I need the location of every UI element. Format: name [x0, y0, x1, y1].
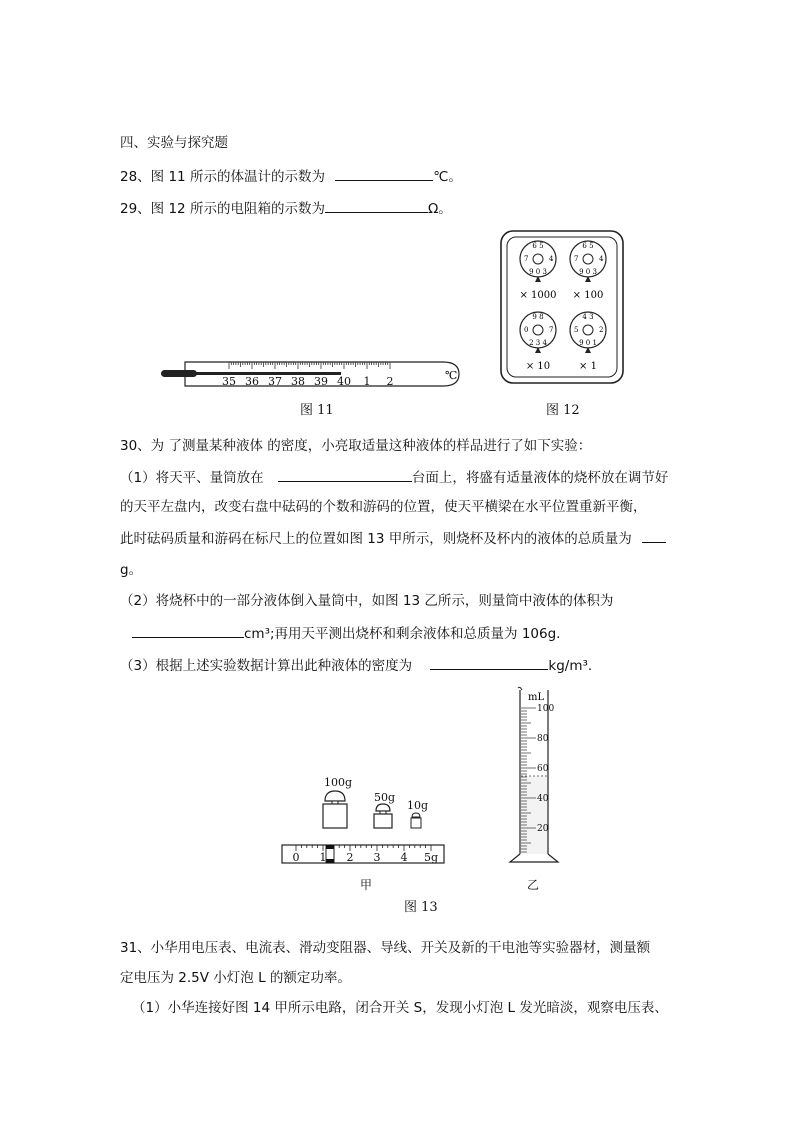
q31-line3: （1）小华连接好图 14 甲所示电路，闭合开关 S，发现小灯泡 L 发光暗淡，观察电压表、	[132, 1000, 668, 1016]
cylinder-scale-label: 60	[537, 764, 549, 774]
cylinder-scale-label: 100	[537, 704, 555, 714]
balance-scale-label: 0	[292, 851, 300, 864]
weight-50g	[374, 804, 392, 828]
q30-p1c: 的天平左盘内，改变右盘中砝码的个数和游码的位置，使天平横梁在水平位置重新平衡，	[120, 499, 647, 515]
balance-scale-bar	[282, 845, 444, 863]
svg-text:9 0 3: 9 0 3	[579, 268, 597, 276]
cylinder-scale-label: 40	[537, 794, 549, 804]
q30-part1-line1	[120, 467, 668, 487]
svg-text:4 3: 4 3	[582, 313, 594, 321]
multiplier-ones: × 1	[579, 361, 597, 372]
svg-text:5: 5	[574, 326, 579, 334]
figure-11-caption: 图 11	[300, 403, 334, 418]
figure-13-left-label: 甲	[360, 878, 373, 892]
thermo-unit: ℃	[445, 369, 458, 382]
svg-text:7: 7	[549, 326, 554, 334]
q30-intro: 30、为 了测量某种液体 的密度，小亮取适量这种液体的样品进行了如下实验：	[120, 438, 592, 454]
balance-scale-label: 1	[319, 851, 327, 864]
question-28	[120, 166, 462, 186]
q30-mass-blank[interactable]	[642, 528, 666, 543]
q30-surface-blank[interactable]	[278, 467, 412, 482]
thermo-scale-label: 1	[363, 375, 371, 388]
q30-p1e: g。	[120, 562, 143, 578]
weight-100g	[323, 791, 347, 828]
q28-answer-blank[interactable]	[335, 166, 433, 181]
q30-part2-line2	[132, 623, 560, 643]
cylinder-unit: mL	[528, 692, 545, 703]
weight-label-100g: 100g	[324, 776, 353, 789]
q30-part3	[120, 655, 592, 675]
q30-p1d: 此时砝码质量和游码在标尺上的位置如图 13 甲所示，则烧杯及杯内的液体的总质量为	[120, 531, 632, 547]
svg-text:9 0 3: 9 0 3	[529, 268, 547, 276]
q30-p1b: 台面上，将盛有适量液体的烧杯放在调节好	[411, 470, 669, 486]
figure-13-cylinder	[500, 684, 570, 874]
svg-text:4: 4	[599, 255, 604, 263]
balance-scale-label: 5g	[423, 851, 439, 864]
cylinder-scale-label: 20	[537, 824, 549, 834]
balance-scale-label: 3	[373, 851, 381, 864]
weight-label-10g: 10g	[407, 799, 429, 812]
q29-unit: Ω。	[427, 201, 452, 217]
svg-text:6 5: 6 5	[582, 242, 594, 250]
q30-p3a: （3）根据上述实验数据计算出此种液体的密度为	[120, 658, 413, 674]
svg-text:7: 7	[524, 255, 529, 263]
multiplier-hundreds: × 100	[572, 290, 604, 301]
thermo-scale-label: 38	[291, 375, 305, 388]
q28-unit: ℃。	[433, 169, 462, 185]
q31-line1: 31、小华用电压表、电流表、滑动变阻器、导线、开关及新的干电池等实验器材，测量额	[120, 940, 651, 956]
question-29	[120, 198, 452, 218]
weight-10g	[411, 813, 421, 828]
svg-text:2: 2	[599, 326, 604, 334]
q30-p1a: （1）将天平、量筒放在	[120, 470, 264, 486]
weight-label-50g: 50g	[374, 791, 396, 804]
thermo-scale-label: 37	[268, 375, 282, 388]
cylinder-scale-label: 80	[537, 734, 549, 744]
thermo-scale-label: 36	[245, 375, 259, 388]
thermo-scale-label: 35	[222, 375, 236, 388]
figure-11-thermometer	[155, 358, 467, 394]
figure-12-resistance-box	[500, 230, 624, 384]
svg-text:9 0 1: 9 0 1	[579, 339, 597, 347]
figure-12-caption: 图 12	[546, 403, 580, 418]
q30-part1-line3	[120, 528, 666, 548]
svg-text:9 8: 9 8	[532, 313, 544, 321]
balance-scale-label: 2	[346, 851, 354, 864]
svg-text:0: 0	[524, 326, 529, 334]
thermo-scale-label: 2	[386, 375, 394, 388]
q29-text: 29、图 12 所示的电阻箱的示数为	[120, 201, 325, 217]
q30-p2a: （2）将烧杯中的一部分液体倒入量筒中，如图 13 乙所示，则量筒中液体的体积为	[120, 593, 614, 609]
q30-volume-blank[interactable]	[132, 623, 244, 638]
svg-text:2 3 4: 2 3 4	[529, 339, 547, 347]
q30-density-blank[interactable]	[430, 655, 548, 670]
section-title: 四、实验与探究题	[120, 135, 228, 151]
q28-text: 28、图 11 所示的体温计的示数为	[120, 169, 325, 185]
svg-text:7: 7	[574, 255, 579, 263]
thermo-scale-label: 39	[314, 375, 328, 388]
svg-text:6 5: 6 5	[532, 242, 544, 250]
multiplier-thousands: × 1000	[519, 290, 557, 301]
q30-p3b: kg/m³.	[548, 658, 593, 674]
q31-line2: 定电压为 2.5V 小灯泡 L 的额定功率。	[120, 970, 351, 986]
multiplier-tens: × 10	[525, 361, 551, 372]
balance-scale-label: 4	[400, 851, 408, 864]
svg-text:4: 4	[549, 255, 554, 263]
figure-13-right-label: 乙	[527, 878, 540, 892]
q30-p2b: cm³;再用天平测出烧杯和剩余液体和总质量为 106g.	[244, 626, 561, 642]
figure-13-balance	[280, 775, 450, 870]
thermo-scale-label: 40	[337, 375, 351, 388]
figure-13-caption: 图 13	[404, 900, 438, 915]
q29-answer-blank[interactable]	[325, 198, 428, 213]
